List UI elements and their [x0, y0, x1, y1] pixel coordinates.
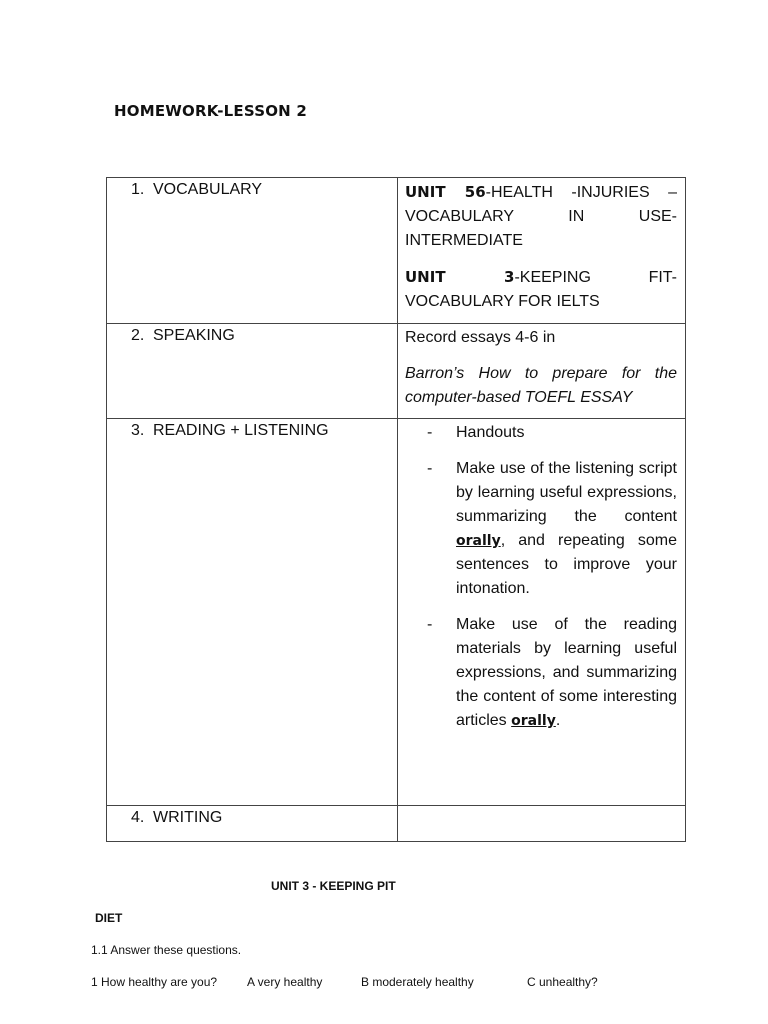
table-row [107, 178, 686, 324]
page-title: HOMEWORK-LESSON 2 [114, 102, 307, 120]
unit-3-reference: UNIT 3-KEEPING FIT-VOCABULARY FOR IELTS [405, 268, 677, 310]
unit-56-reference: UNIT 56-HEALTH -INJURIES – VOCABULARY IN USE-INTERMEDIATE [405, 183, 677, 249]
homework-table [106, 177, 686, 842]
table-row [107, 806, 686, 842]
task-cell [107, 806, 398, 842]
task-label: SPEAKING [153, 327, 235, 344]
details-cell [398, 324, 686, 419]
task-cell [107, 324, 398, 419]
item-number: 1. [131, 181, 145, 198]
book-title: Barron’s How to prepare for the computer-based TOEFL ESSAY [405, 365, 677, 406]
option-b: B moderately healthy [361, 975, 474, 989]
unit-heading: UNIT 3 - KEEPING PIT [271, 879, 396, 893]
task-label: READING + LISTENING [153, 422, 329, 439]
item-number: 2. [131, 327, 145, 344]
exercise-instructions: 1.1 Answer these questions. [91, 943, 242, 957]
task-cell [107, 178, 398, 324]
details-cell [398, 419, 686, 806]
emphasis-orally: orally [511, 713, 556, 729]
table-row [107, 324, 686, 419]
question-1 [91, 975, 598, 989]
option-c: C unhealthy? [527, 975, 598, 989]
reading-listening-list [405, 421, 677, 733]
item-number: 3. [131, 422, 145, 439]
details-cell [398, 178, 686, 324]
option-a: A very healthy [247, 975, 323, 989]
emphasis-orally: orally [456, 533, 501, 549]
list-item: - Make use of the reading materials by learning useful expressions, and summarizing the content of some interesting articles orally. [427, 616, 677, 729]
list-item: - Handouts [427, 424, 525, 441]
list-item: - Make use of the listening script by learning useful expressions, summarizing the content orally, and repeating some sentences to improve your intonation. [427, 460, 677, 597]
section-heading: DIET [95, 911, 123, 925]
item-number: 4. [131, 809, 145, 826]
details-cell [398, 806, 686, 842]
question-stem: 1 How healthy are you? [91, 975, 218, 989]
speaking-line: Record essays 4-6 in [405, 329, 556, 346]
task-label: WRITING [153, 809, 223, 826]
table-row [107, 419, 686, 806]
task-label: VOCABULARY [153, 181, 263, 198]
task-cell [107, 419, 398, 806]
